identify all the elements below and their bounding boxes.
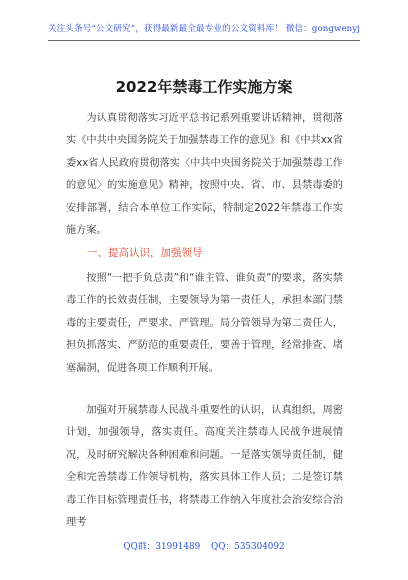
footer-qq: QQ：535304092 — [211, 542, 285, 552]
header-note: 关注头条号“公文研究”，获得最新最全最专业的公文资料库！ 微信：gongwenyj — [47, 24, 361, 34]
footer — [0, 539, 408, 552]
body-paragraph: 按照“一把手负总责”和“谁主管、谁负责”的要求，落实禁毒工作的长效责任制，主要领导为第一责任人，承担本部门禁毒的主要责任，严要求、严管理。局分管领导为第二责任人，担负抓落实、严防范的重要责任，要善于管理，经常排查、堵塞漏洞，促进各项工作顺利开展。 — [66, 273, 343, 374]
header-divider — [48, 40, 360, 41]
section-heading: 一、提高认识，加强领导 — [87, 247, 203, 259]
body-paragraph: 加强对开展禁毒人民战斗重要性的认识，认真组织，周密计划，加强领导，落实责任。高度关注禁毒人民战争进展情况，及时研究解决各种困难和问题。一是落实领导责任制，健全和完善禁毒工作领导机构，落实具体工作人员；二是签订禁毒工作目标管理责任书，将禁毒工作纳入年度社会治安综合治理考 — [66, 405, 343, 529]
footer-qq-group: QQ群：31991489 — [123, 542, 201, 552]
document-title: 2022年禁毒工作实施方案 — [115, 78, 293, 96]
intro-paragraph: 为认真贯彻落实习近平总书记系列重要讲话精神，贯彻落实《中共中央国务院关于加强禁毒工作的意见》和《中共xx省委xx省人民政府贯彻落实〈中共中央国务院关于加强禁毒工作的意见〉的实施意见》精神，按照中央、省、市、县禁毒委的安排部署，结合本单位工作实际，特制定2022年禁毒工作实施方案。 — [66, 113, 343, 237]
